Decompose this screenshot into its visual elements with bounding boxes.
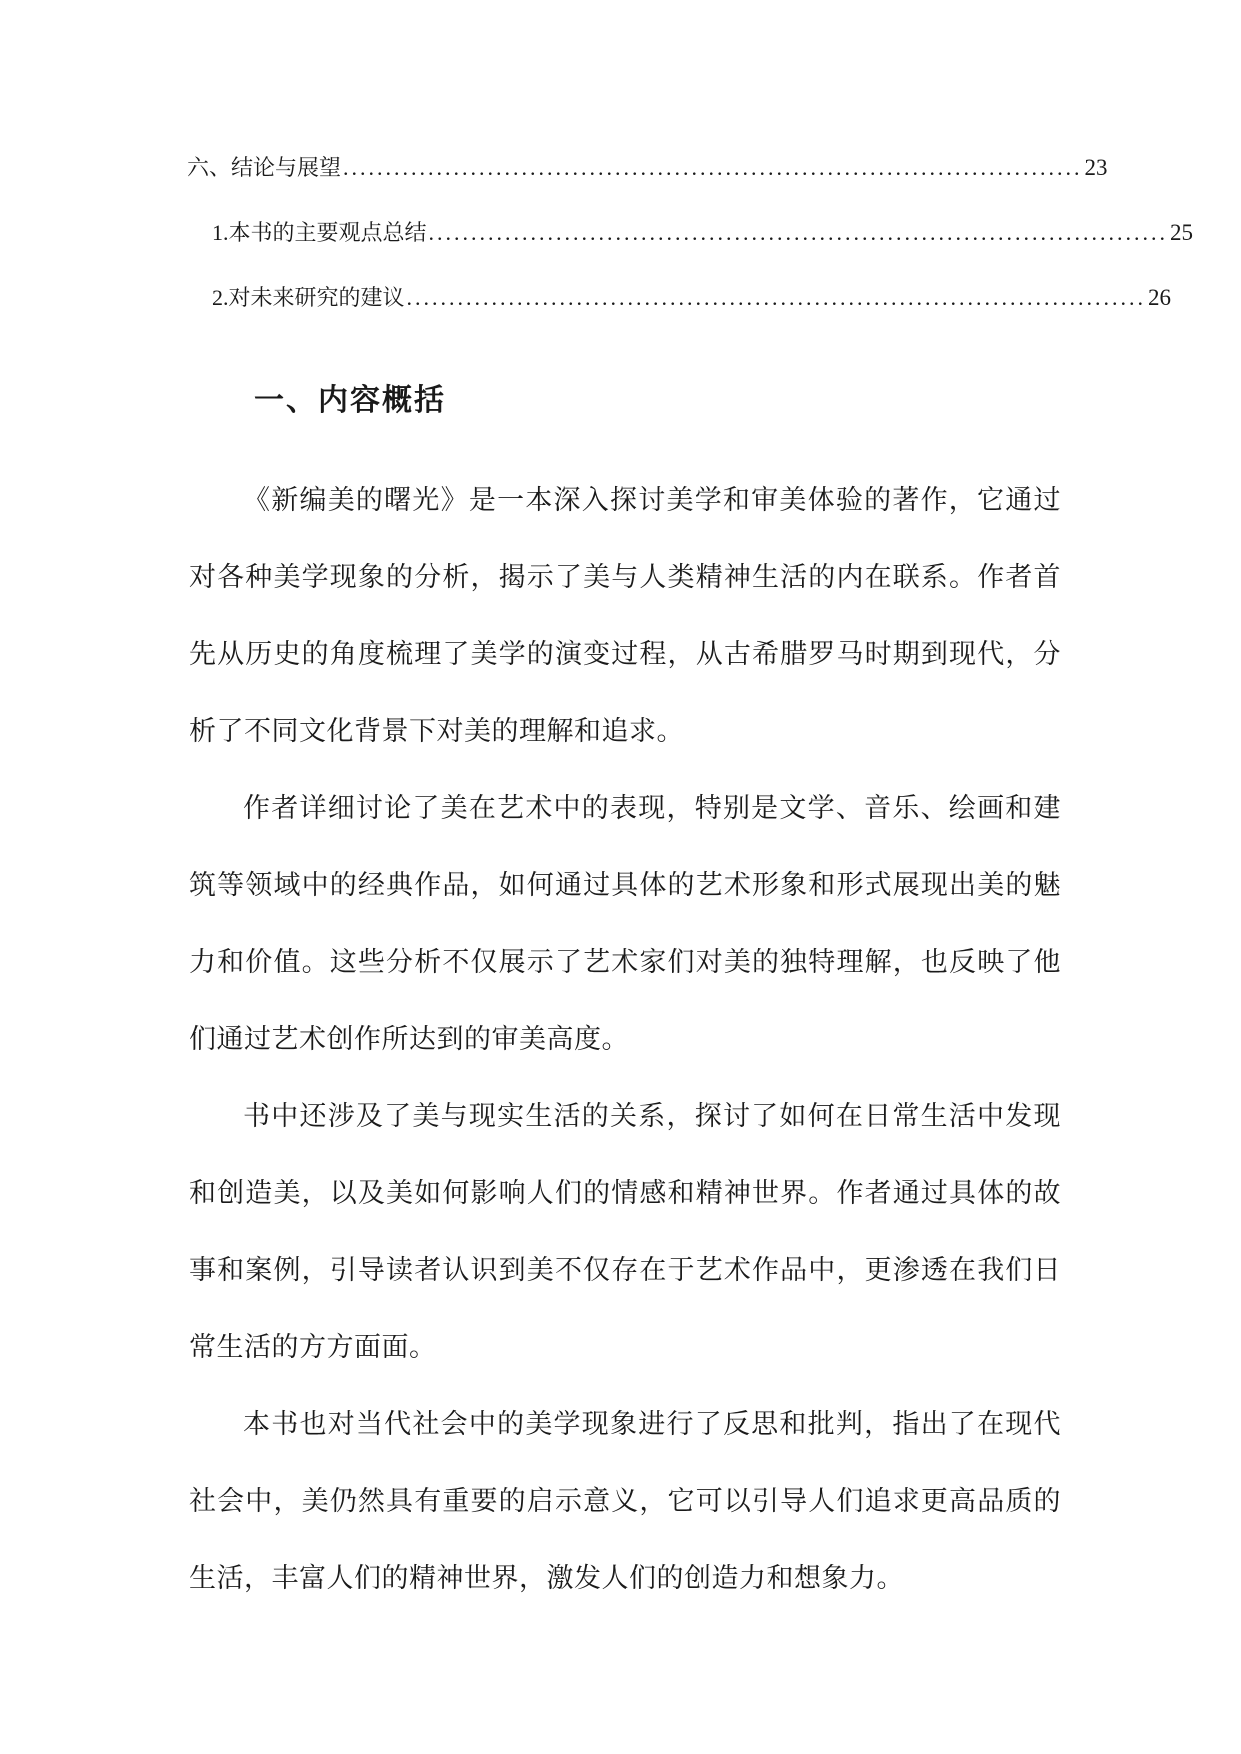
toc-entry-number: 1.	[212, 220, 229, 245]
toc-entry-number: 2.	[212, 285, 229, 310]
toc-entry-main-points[interactable]	[187, 213, 1194, 278]
paragraph: 书中还涉及了美与现实生活的关系，探讨了如何在日常生活中发现和创造美，以及美如何影响人们的情感和精神世界。作者通过具体的故事和案例，引导读者认识到美不仅存在于艺术作品中，更渗透在我们日常生活的方方面面。	[189, 1101, 1061, 1363]
paragraph: 本书也对当代社会中的美学现象进行了反思和批判，指出了在现代社会中，美仍然具有重要的启示意义，它可以引导人们追求更高品质的生活，丰富人们的精神世界，激发人们的创造力和想象力。	[189, 1409, 1061, 1594]
toc-entry-conclusion[interactable]	[187, 148, 1108, 213]
table-of-contents	[187, 148, 1194, 343]
toc-entry-future-research[interactable]	[187, 278, 1172, 343]
toc-page-number: 26	[1148, 285, 1172, 310]
toc-entry-text: 六、结论与展望	[187, 156, 342, 181]
toc-page-number: 25	[1170, 220, 1194, 245]
toc-leader-dots: .......................................................................................	[343, 155, 1083, 180]
toc-entry-text: 对未来研究的建议	[228, 286, 405, 311]
toc-entry-text: 本书的主要观点总结	[228, 221, 427, 246]
toc-page-number: 23	[1084, 155, 1108, 180]
section-body	[189, 462, 1061, 1617]
paragraph: 《新编美的曙光》是一本深入探讨美学和审美体验的著作，它通过对各种美学现象的分析，揭示了美与人类精神生活的内在联系。作者首先从历史的角度梳理了美学的演变过程，从古希腊罗马时期到现代，分析了不同文化背景下对美的理解和追求。	[189, 485, 1061, 747]
toc-leader-dots: .......................................................................................	[428, 220, 1169, 245]
section-heading: 一、内容概括	[254, 383, 446, 418]
toc-leader-dots: .......................................................................................	[406, 285, 1147, 310]
paragraph: 作者详细讨论了美在艺术中的表现，特别是文学、音乐、绘画和建筑等领域中的经典作品，如何通过具体的艺术形象和形式展现出美的魅力和价值。这些分析不仅展示了艺术家们对美的独特理解，也反映了他们通过艺术创作所达到的审美高度。	[189, 793, 1061, 1055]
